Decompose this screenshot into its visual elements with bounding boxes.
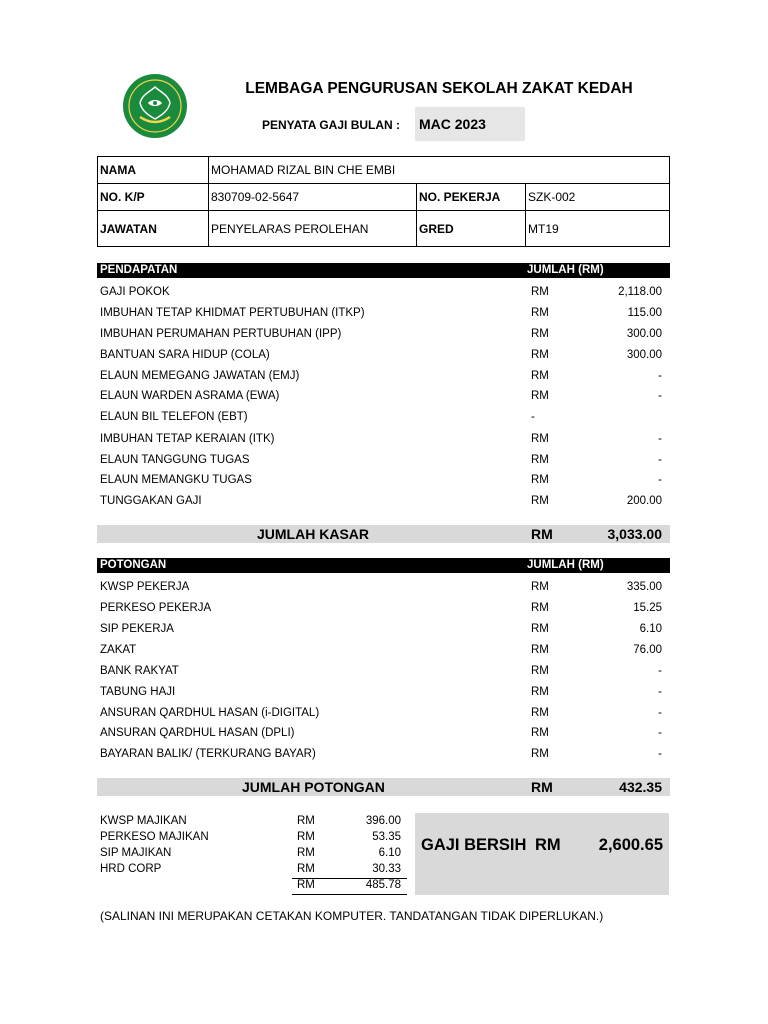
- deduction-label: ANSURAN QARDHUL HASAN (i-DIGITAL): [100, 707, 320, 719]
- deduction-label: SIP PEKERJA: [100, 623, 174, 635]
- gross-total-row: [97, 525, 670, 543]
- employer-amount: 396.00: [365, 815, 401, 827]
- deduction-amount: -: [658, 686, 662, 698]
- deductions-row: [97, 662, 670, 682]
- grade-label: GRED: [417, 211, 526, 247]
- earnings-row: [97, 451, 670, 471]
- earning-label: ELAUN BIL TELEFON (EBT): [100, 411, 248, 423]
- deductions-total-row: [97, 778, 670, 796]
- employer-amount: 53.35: [372, 831, 401, 843]
- earning-currency: RM: [531, 328, 549, 340]
- deduction-currency: RM: [531, 581, 549, 593]
- deduction-currency: RM: [531, 665, 549, 677]
- net-pay-box: [415, 813, 669, 895]
- earning-amount: -: [658, 370, 662, 382]
- net-pay-amount: 2,600.65: [598, 836, 663, 854]
- period-label: PENYATA GAJI BULAN :: [262, 118, 401, 132]
- earning-amount: 300.00: [626, 328, 662, 340]
- earning-label: GAJI POKOK: [100, 286, 170, 298]
- earnings-row: [97, 492, 670, 512]
- earning-currency: RM: [531, 390, 549, 402]
- deductions-amount-header: JUMLAH (RM): [527, 559, 604, 571]
- earning-currency: RM: [531, 349, 549, 361]
- deduction-amount: -: [658, 707, 662, 719]
- deduction-label: BANK RAKYAT: [100, 665, 179, 677]
- deduction-currency: RM: [531, 623, 549, 635]
- employer-row: [97, 862, 407, 878]
- earning-amount: 200.00: [626, 495, 662, 507]
- employer-label: PERKESO MAJIKAN: [100, 831, 209, 843]
- earning-currency: -: [531, 411, 535, 423]
- earning-label: TUNGGAKAN GAJI: [100, 495, 202, 507]
- deductions-row: [97, 641, 670, 661]
- period-value: MAC 2023: [419, 116, 486, 132]
- worker-no-value: SZK-002: [526, 184, 670, 211]
- earning-amount: 115.00: [627, 307, 662, 319]
- deduction-label: BAYARAN BALIK/ (TERKURANG BAYAR): [100, 748, 316, 760]
- earning-label: IMBUHAN TETAP KHIDMAT PERTUBUHAN (ITKP): [100, 307, 365, 319]
- kp-label: NO. K/P: [98, 184, 209, 211]
- deduction-label: ANSURAN QARDHUL HASAN (DPLI): [100, 727, 295, 739]
- earnings-row: [97, 283, 670, 303]
- earning-amount: -: [658, 474, 662, 486]
- deductions-row: [97, 745, 670, 765]
- earning-currency: RM: [531, 286, 549, 298]
- deductions-total-label: JUMLAH POTONGAN: [242, 779, 385, 795]
- net-pay-label: GAJI BERSIH: [421, 836, 527, 854]
- deduction-currency: RM: [531, 748, 549, 760]
- deductions-row: [97, 704, 670, 724]
- deduction-currency: RM: [531, 727, 549, 739]
- earning-currency: RM: [531, 307, 549, 319]
- deduction-currency: RM: [531, 602, 549, 614]
- name-label: NAMA: [98, 157, 209, 184]
- position-value: PENYELARAS PEROLEHAN: [209, 211, 417, 247]
- earnings-row: [97, 430, 670, 450]
- deductions-row: [97, 724, 670, 744]
- earnings-row: [97, 325, 670, 345]
- deduction-amount: 335.00: [626, 581, 662, 593]
- employer-label: SIP MAJIKAN: [100, 847, 172, 859]
- earning-currency: RM: [531, 433, 549, 445]
- earnings-row: [97, 367, 670, 387]
- position-label: JAWATAN: [98, 211, 209, 247]
- employer-label: KWSP MAJIKAN: [100, 815, 187, 827]
- earning-label: BANTUAN SARA HIDUP (COLA): [100, 349, 270, 361]
- earnings-row: [97, 471, 670, 491]
- earnings-row: [97, 387, 670, 407]
- deduction-amount: 15.25: [633, 602, 662, 614]
- deduction-currency: RM: [531, 644, 549, 656]
- employer-label: HRD CORP: [100, 863, 162, 875]
- earning-label: ELAUN TANGGUNG TUGAS: [100, 454, 250, 466]
- earnings-header: [97, 263, 670, 278]
- gross-total-amount: 3,033.00: [607, 526, 662, 542]
- gross-total-currency: RM: [531, 526, 553, 542]
- gross-total-label: JUMLAH KASAR: [257, 526, 369, 542]
- employer-total-currency: RM: [297, 879, 315, 891]
- employer-currency: RM: [297, 831, 315, 843]
- earnings-header-label: PENDAPATAN: [100, 264, 178, 276]
- employee-info-table: [97, 156, 670, 247]
- earning-label: ELAUN MEMEGANG JAWATAN (EMJ): [100, 370, 300, 382]
- deduction-label: TABUNG HAJI: [100, 686, 176, 698]
- earning-currency: RM: [531, 474, 549, 486]
- deductions-row: [97, 578, 670, 598]
- deduction-amount: -: [658, 748, 662, 760]
- deduction-amount: 76.00: [633, 644, 662, 656]
- deduction-label: ZAKAT: [100, 644, 137, 656]
- employer-currency: RM: [297, 847, 315, 859]
- employer-total-line-bottom: [292, 894, 407, 895]
- employer-amount: 6.10: [378, 847, 401, 859]
- deductions-row: [97, 620, 670, 640]
- deductions-total-amount: 432.35: [619, 779, 662, 795]
- employer-row: [97, 814, 407, 830]
- deduction-label: PERKESO PEKERJA: [100, 602, 212, 614]
- deduction-currency: RM: [531, 707, 549, 719]
- worker-no-label: NO. PEKERJA: [417, 184, 526, 211]
- organization-logo: [122, 73, 188, 139]
- footer-note: (SALINAN INI MERUPAKAN CETAKAN KOMPUTER. TANDATANGAN TIDAK DIPERLUKAN.): [100, 909, 604, 923]
- earning-label: IMBUHAN TETAP KERAIAN (ITK): [100, 433, 275, 445]
- earning-amount: -: [658, 454, 662, 466]
- earning-amount: 300.00: [626, 349, 662, 361]
- earnings-row: [97, 408, 670, 428]
- deduction-amount: -: [658, 727, 662, 739]
- employer-amount: 30.33: [372, 863, 401, 875]
- deduction-amount: 6.10: [639, 623, 662, 635]
- organization-title: LEMBAGA PENGURUSAN SEKOLAH ZAKAT KEDAH: [245, 80, 633, 97]
- earning-currency: RM: [531, 370, 549, 382]
- deductions-header-label: POTONGAN: [100, 559, 167, 571]
- deduction-currency: RM: [531, 686, 549, 698]
- employer-currency: RM: [297, 863, 315, 875]
- earning-label: ELAUN WARDEN ASRAMA (EWA): [100, 390, 280, 402]
- kp-value: 830709-02-5647: [209, 184, 417, 211]
- earnings-amount-header: JUMLAH (RM): [527, 264, 604, 276]
- earning-currency: RM: [531, 495, 549, 507]
- grade-value: MT19: [526, 211, 670, 247]
- employer-total-row: [97, 878, 407, 894]
- employer-total-amount: 485.78: [365, 879, 401, 891]
- employer-row: [97, 846, 407, 862]
- earning-amount: -: [658, 390, 662, 402]
- deduction-label: KWSP PEKERJA: [100, 581, 190, 593]
- deduction-amount: -: [658, 665, 662, 677]
- deductions-row: [97, 683, 670, 703]
- deductions-header: [97, 558, 670, 573]
- employee-name: MOHAMAD RIZAL BIN CHE EMBI: [209, 157, 670, 184]
- employer-currency: RM: [297, 815, 315, 827]
- earning-amount: -: [658, 433, 662, 445]
- earning-amount: 2,118.00: [618, 286, 662, 298]
- earnings-row: [97, 346, 670, 366]
- employer-row: [97, 830, 407, 846]
- deductions-total-currency: RM: [531, 779, 553, 795]
- earning-label: ELAUN MEMANGKU TUGAS: [100, 474, 252, 486]
- deductions-row: [97, 599, 670, 619]
- net-pay-currency: RM: [535, 836, 561, 854]
- earnings-row: [97, 304, 670, 324]
- earning-currency: RM: [531, 454, 549, 466]
- earning-label: IMBUHAN PERUMAHAN PERTUBUHAN (IPP): [100, 328, 342, 340]
